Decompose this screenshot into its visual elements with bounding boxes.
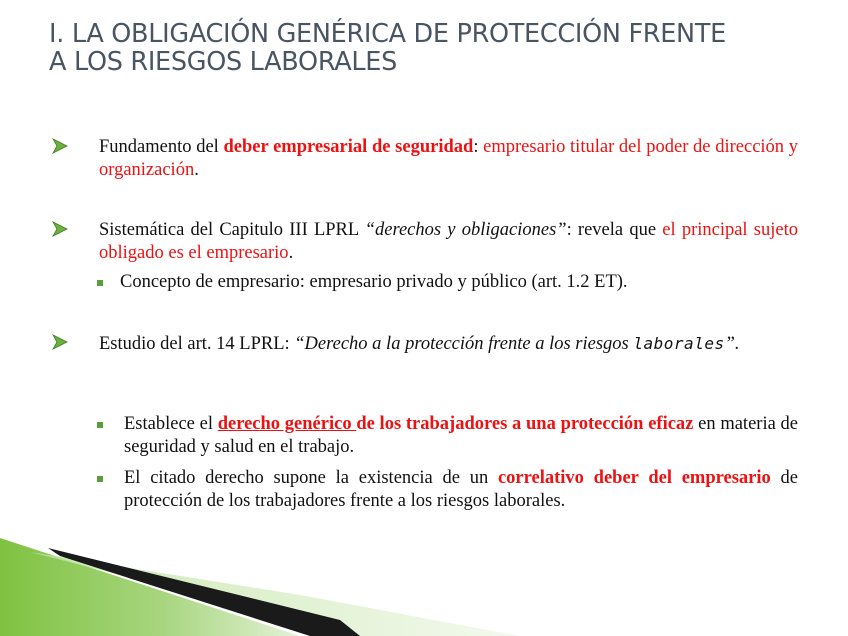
- bullet-3-quote: “Derecho a la protección frente a los riesgos: [294, 334, 634, 354]
- slide-title-line-2: A LOS RIESGOS LABORALES: [49, 47, 397, 77]
- sub-bullet-3-text-c: de protección de los trabajadores frente a los riesgos laborales.: [124, 468, 799, 511]
- bullet-3-text-a: Estudio del art. 14 LPRL:: [99, 334, 295, 354]
- sub-bullet-2-text-a: Establece el: [124, 414, 218, 434]
- green-wedge: [0, 538, 300, 636]
- bullet-3-quote-end: laborales: [633, 334, 725, 353]
- bullet-2-text-c: : revela que: [566, 220, 663, 240]
- bullet-1-text-e: .: [194, 160, 199, 180]
- sub-bullet-text-1: Concepto de empresario: empresario privado y público (art. 1.2 ET).: [120, 272, 628, 292]
- sub-bullet-2-emphasis: de los trabajadores a una protección eficaz: [356, 414, 694, 434]
- sub-bullet-3-text-a: El citado derecho supone la existencia de un: [124, 468, 498, 488]
- bullet-2-red-text: el principal sujeto obligado es el empresario: [99, 220, 798, 263]
- bullet-1-emphasis: deber empresarial de seguridad: [223, 137, 474, 157]
- sub-bullet-2-text-d: en materia de seguridad y salud en el trabajo.: [124, 414, 798, 457]
- slide-title-line-1: I. LA OBLIGACIÓN GENÉRICA DE PROTECCIÓN FRENTE: [49, 19, 726, 49]
- bullet-1-text-a: Fundamento del: [99, 137, 224, 157]
- bullet-2-quote: “derechos y obligaciones”: [364, 220, 567, 240]
- bullet-1-red-text: empresario titular del poder de dirección y organización: [99, 137, 798, 180]
- bullet-2-text-a: Sistemática del Capitulo III LPRL: [99, 220, 365, 240]
- sub-bullet-3-emphasis: correlativo deber del empresario: [497, 468, 771, 488]
- bullet-2-text-e: .: [288, 243, 294, 263]
- bullet-1-text-c: :: [473, 137, 484, 157]
- bullet-3-text-d: ”.: [724, 334, 740, 354]
- sub-bullet-2-underlined: derecho genérico: [217, 414, 357, 434]
